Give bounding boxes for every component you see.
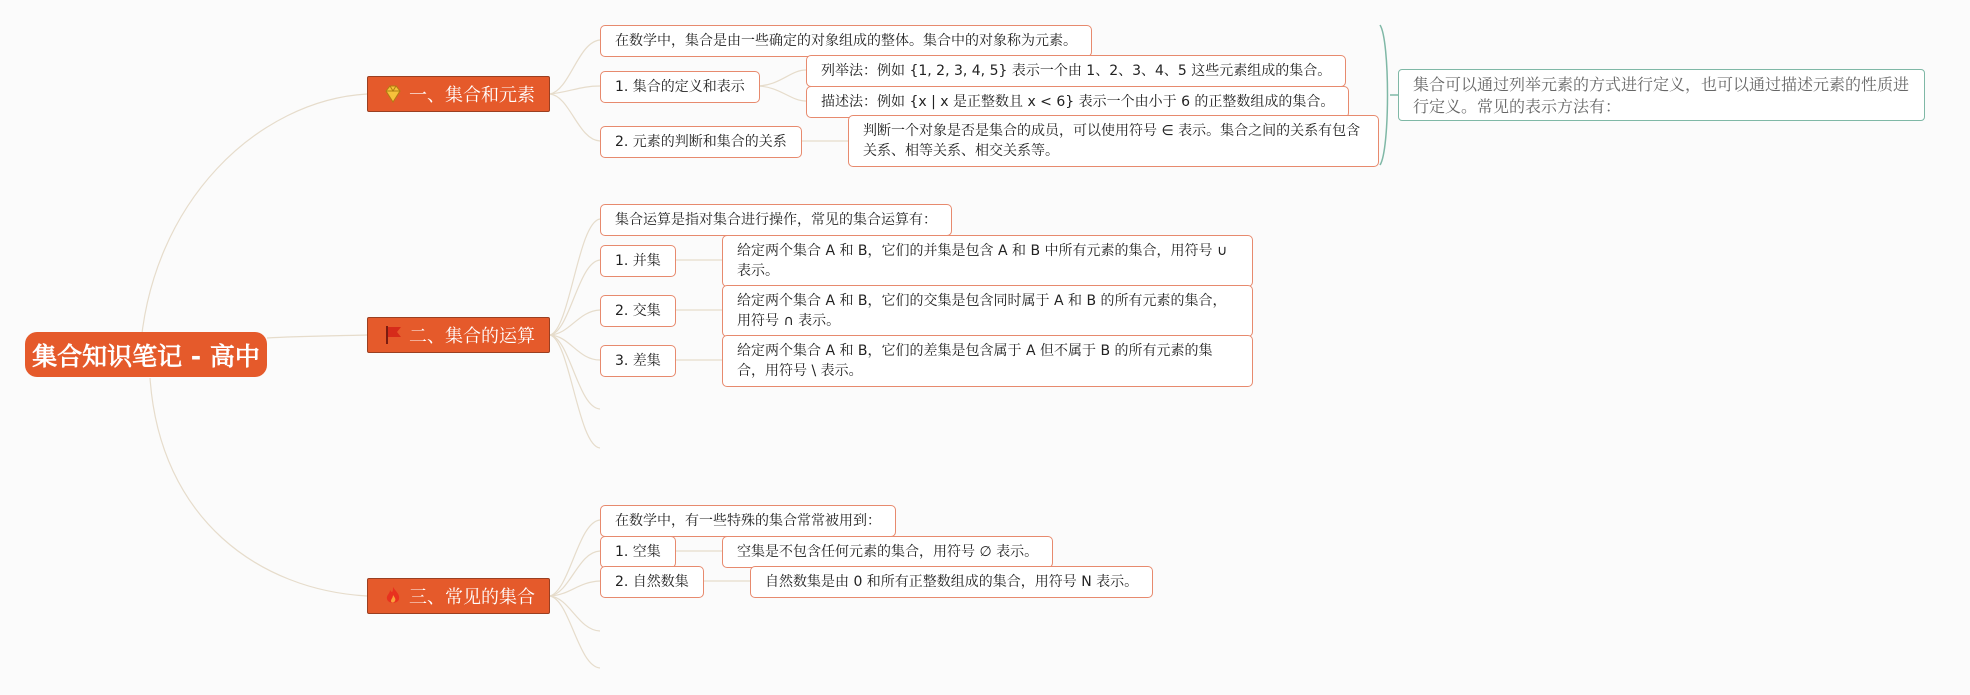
relation-node[interactable]: 2. 元素的判断和集合的关系 xyxy=(600,126,802,158)
union-detail-node[interactable]: 给定两个集合 A 和 B，它们的并集是包含 A 和 B 中所有元素的集合，用符号 ∪ 表示。 xyxy=(722,235,1253,287)
description-method-node[interactable]: 描述法：例如 {x | x 是正整数且 x < 6} 表示一个由小于 6 的正整数组成的集合。 xyxy=(806,86,1349,118)
sets-intro-node[interactable]: 在数学中，集合是由一些确定的对象组成的整体。集合中的对象称为元素。 xyxy=(600,25,1092,57)
topic-set-operations[interactable] xyxy=(367,317,550,353)
relation-detail-node[interactable]: 判断一个对象是否是集合的成员，可以使用符号 ∈ 表示。集合之间的关系有包含关系、相等关系、相交关系等。 xyxy=(848,115,1379,167)
topic-label: 二、集合的运算 xyxy=(409,326,535,347)
topic-label: 一、集合和元素 xyxy=(409,85,535,106)
topic-common-sets[interactable] xyxy=(367,578,550,614)
intersection-detail-node[interactable]: 给定两个集合 A 和 B，它们的交集是包含同时属于 A 和 B 的所有元素的集合，用符号 ∩ 表示。 xyxy=(722,285,1253,337)
empty-set-node[interactable]: 1. 空集 xyxy=(600,536,676,568)
union-node[interactable]: 1. 并集 xyxy=(600,245,676,277)
root-node[interactable] xyxy=(25,332,267,377)
roster-method-node[interactable]: 列举法：例如 {1, 2, 3, 4, 5} 表示一个由 1、2、3、4、5 这些元素组成的集合。 xyxy=(806,55,1346,87)
definition-node[interactable]: 1. 集合的定义和表示 xyxy=(600,71,760,103)
difference-node[interactable]: 3. 差集 xyxy=(600,345,676,377)
fire-icon xyxy=(382,585,404,607)
natural-numbers-detail-node[interactable]: 自然数集是由 0 和所有正整数组成的集合，用符号 N 表示。 xyxy=(750,566,1153,598)
empty-set-detail-node[interactable]: 空集是不包含任何元素的集合，用符号 ∅ 表示。 xyxy=(722,536,1053,568)
root-title: 集合知识笔记 - 高中 xyxy=(32,341,260,371)
natural-numbers-node[interactable]: 2. 自然数集 xyxy=(600,566,704,598)
summary-note[interactable]: 集合可以通过列举元素的方式进行定义，也可以通过描述元素的性质进行定义。常见的表示方法有： xyxy=(1398,69,1925,121)
intersection-node[interactable]: 2. 交集 xyxy=(600,295,676,327)
topic-label: 三、常见的集合 xyxy=(409,587,535,608)
difference-detail-node[interactable]: 给定两个集合 A 和 B，它们的差集是包含属于 A 但不属于 B 的所有元素的集合，用符号 \ 表示。 xyxy=(722,335,1253,387)
topic-sets-and-elements[interactable] xyxy=(367,76,550,112)
red-flag-icon xyxy=(382,324,404,346)
operations-intro-node[interactable]: 集合运算是指对集合进行操作，常见的集合运算有： xyxy=(600,204,952,236)
gem-icon xyxy=(382,83,404,105)
common-sets-intro-node[interactable]: 在数学中，有一些特殊的集合常常被用到： xyxy=(600,505,896,537)
